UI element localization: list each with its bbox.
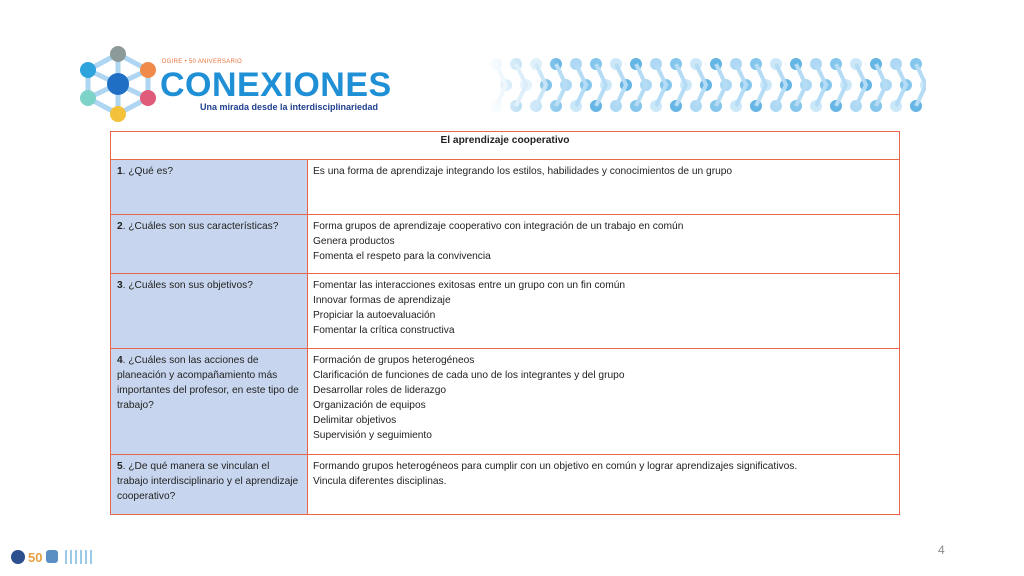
question-number: 3: [117, 280, 123, 291]
table-row: [111, 274, 900, 349]
table-row: [111, 349, 900, 455]
cooperative-learning-table: [110, 131, 900, 515]
question-cell: [111, 349, 308, 455]
question-cell: [111, 455, 308, 515]
answer-line: Formando grupos heterogéneos para cumplir con un objetivo en común y lograr aprendizajes significativos.: [313, 461, 798, 472]
question-text: . ¿De qué manera se vinculan el trabajo interdisciplinario y el aprendizaje cooperativo?: [117, 461, 299, 502]
answer-line: Vincula diferentes disciplinas.: [313, 476, 447, 487]
answer-line: Propiciar la autoevaluación: [313, 310, 436, 321]
answer-cell: [308, 274, 900, 349]
answer-line: Formación de grupos heterogéneos: [313, 355, 475, 366]
answer-line: Clarificación de funciones de cada uno de los integrantes y del grupo: [313, 370, 625, 381]
answer-line: Fomentar las interacciones exitosas entre un grupo con un fin común: [313, 280, 626, 291]
table-row: [111, 160, 900, 215]
unam-seal-icon: [11, 550, 25, 564]
band-mini-icon: [66, 550, 91, 564]
question-text: . ¿Cuáles son sus características?: [122, 221, 279, 232]
answer-cell: [308, 349, 900, 455]
question-number: 1: [117, 166, 123, 177]
table-row: [111, 215, 900, 274]
question-cell: [111, 215, 308, 274]
question-text: . ¿Cuáles son sus objetivos?: [122, 280, 253, 291]
question-number: 4: [117, 355, 123, 366]
logo-network-icon: [76, 44, 160, 122]
question-text: . ¿Cuáles son las acciones de planeación y acompañamiento más importantes del profesor, en este tipo de trabajo?: [117, 355, 299, 411]
answer-line: Supervisión y seguimiento: [313, 430, 432, 441]
answer-line: Desarrollar roles de liderazgo: [313, 385, 447, 396]
answer-line: Genera productos: [313, 236, 395, 247]
question-number: 5: [117, 461, 123, 472]
question-number: 2: [117, 221, 123, 232]
answer-line: Delimitar objetivos: [313, 415, 397, 426]
question-cell: [111, 160, 308, 215]
answer-line: Fomentar la crítica constructiva: [313, 325, 455, 336]
fifty-anniversary-icon: 50: [28, 550, 43, 565]
answer-cell: [308, 215, 900, 274]
answer-cell: [308, 455, 900, 515]
question-text: . ¿Qué es?: [122, 166, 174, 177]
answer-line: Fomenta el respeto para la convivencia: [313, 251, 491, 262]
table-title: El aprendizaje cooperativo: [111, 132, 900, 160]
table-row: [111, 455, 900, 515]
logo-title: CONEXIONES: [160, 66, 392, 104]
logo-tagline: Una mirada desde la interdisciplinariedad: [200, 102, 379, 112]
answer-line: Forma grupos de aprendizaje cooperativo con integración de un trabajo en común: [313, 221, 684, 232]
answer-line: Es una forma de aprendizaje integrando los estilos, habilidades y conocimientos de un grupo: [313, 166, 733, 177]
page-number: 4: [938, 543, 945, 557]
answer-line: Innovar formas de aprendizaje: [313, 295, 451, 306]
answer-line: Organización de equipos: [313, 400, 426, 411]
footer-institution-logos: [10, 546, 120, 568]
decorative-pattern-band: [486, 52, 926, 118]
table-title-row: [111, 132, 900, 160]
answer-cell: [308, 160, 900, 215]
logo-subtitle: DGIRE • 50 ANIVERSARIO: [162, 59, 243, 65]
dgire-icon: [46, 550, 58, 563]
conexiones-logo: [76, 44, 392, 122]
question-cell: [111, 274, 308, 349]
